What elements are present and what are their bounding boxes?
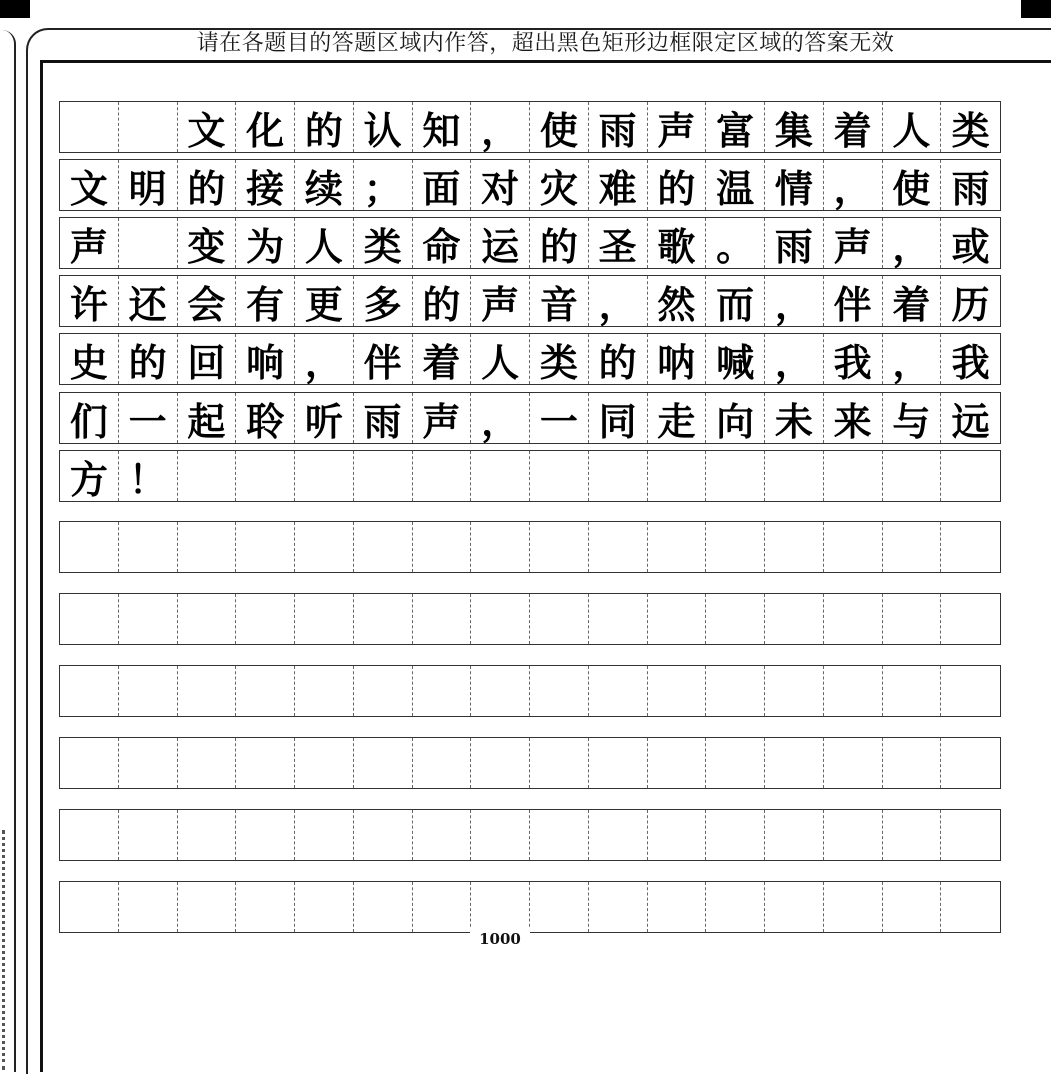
essay-cell (589, 666, 648, 716)
essay-cell: ， (824, 160, 883, 210)
essay-cell: 命 (413, 218, 472, 268)
essay-cell (178, 810, 237, 860)
essay-cell: 。 (706, 218, 765, 268)
essay-cell (413, 810, 472, 860)
essay-cell (295, 594, 354, 644)
essay-cell: 雨 (765, 218, 824, 268)
binding-dotted-line (2, 830, 11, 1070)
essay-cell (530, 522, 589, 572)
essay-cell: 着 (883, 276, 942, 326)
essay-cell (178, 594, 237, 644)
corner-registration-mark (0, 0, 30, 18)
essay-cell (824, 738, 883, 788)
essay-cell: 有 (236, 276, 295, 326)
essay-cell (765, 666, 824, 716)
essay-cell (295, 738, 354, 788)
essay-cell: 然 (648, 276, 707, 326)
essay-cell: ， (883, 218, 942, 268)
essay-cell (178, 522, 237, 572)
essay-cell: 雨 (354, 393, 413, 443)
essay-cell (236, 810, 295, 860)
essay-cell (530, 882, 589, 932)
essay-cell (236, 451, 295, 501)
essay-cell: 雨 (951, 166, 990, 211)
essay-cell (60, 810, 119, 860)
essay-row (59, 392, 1001, 444)
essay-cell: 使 (883, 160, 942, 210)
essay-cell: 许 (60, 276, 119, 326)
essay-cell: 响 (236, 334, 295, 384)
essay-cell: 文 (178, 102, 237, 152)
essay-cell (883, 882, 942, 932)
essay-cell: 文 (60, 160, 119, 210)
essay-cell (60, 522, 119, 572)
essay-cell: 的 (530, 218, 589, 268)
essay-cell (883, 451, 942, 501)
essay-cell: 或 (951, 224, 990, 269)
essay-cell: ！ (119, 451, 178, 501)
essay-cell: 续 (295, 160, 354, 210)
answer-box-top-border (40, 60, 1051, 63)
essay-cell (295, 522, 354, 572)
essay-cell (471, 451, 530, 501)
essay-cell: 向 (706, 393, 765, 443)
essay-cell (413, 451, 472, 501)
essay-cell (471, 666, 530, 716)
essay-cell: 伴 (354, 334, 413, 384)
essay-cell (883, 522, 942, 572)
essay-cell: 着 (413, 334, 472, 384)
essay-cell (119, 522, 178, 572)
essay-cell (178, 882, 237, 932)
essay-cell: 类 (530, 334, 589, 384)
essay-cell (178, 738, 237, 788)
essay-cell: 圣 (589, 218, 648, 268)
essay-cell: 雨 (589, 102, 648, 152)
essay-cell (471, 594, 530, 644)
essay-cell: 变 (178, 218, 237, 268)
essay-cell (236, 666, 295, 716)
essay-cell (413, 738, 472, 788)
essay-cell: 灾 (530, 160, 589, 210)
essay-cell (60, 882, 119, 932)
essay-row (59, 275, 1001, 327)
essay-cell (354, 882, 413, 932)
essay-row (59, 159, 1001, 211)
essay-row (59, 217, 1001, 269)
essay-cell (589, 738, 648, 788)
essay-cell: 声 (648, 102, 707, 152)
essay-cell (119, 810, 178, 860)
essay-cell (706, 522, 765, 572)
essay-cell (765, 522, 824, 572)
essay-cell (236, 882, 295, 932)
essay-cell: 声 (413, 393, 472, 443)
essay-cell (824, 666, 883, 716)
essay-cell (648, 594, 707, 644)
essay-cell (530, 738, 589, 788)
essay-cell (941, 882, 1000, 932)
essay-cell (883, 594, 942, 644)
essay-cell (589, 810, 648, 860)
essay-cell (706, 666, 765, 716)
essay-cell: 歌 (648, 218, 707, 268)
essay-cell (413, 666, 472, 716)
essay-cell (706, 451, 765, 501)
essay-cell (471, 522, 530, 572)
essay-cell: 富 (706, 102, 765, 152)
essay-cell (648, 522, 707, 572)
essay-cell (119, 102, 178, 152)
essay-cell (530, 594, 589, 644)
essay-cell (589, 522, 648, 572)
essay-cell: 起 (178, 393, 237, 443)
essay-cell (471, 738, 530, 788)
essay-cell: 认 (354, 102, 413, 152)
essay-cell (824, 451, 883, 501)
essay-cell: 类 (951, 108, 990, 153)
essay-cell: 与 (883, 393, 942, 443)
essay-cell (413, 522, 472, 572)
essay-cell (765, 810, 824, 860)
essay-cell: 的 (589, 334, 648, 384)
essay-cell: 为 (236, 218, 295, 268)
essay-cell (119, 738, 178, 788)
essay-cell: 同 (589, 393, 648, 443)
essay-cell: 聆 (236, 393, 295, 443)
essay-row (59, 881, 1001, 933)
essay-cell: 声 (471, 276, 530, 326)
essay-cell (648, 738, 707, 788)
essay-cell: 多 (354, 276, 413, 326)
essay-cell (648, 451, 707, 501)
essay-cell: 难 (589, 160, 648, 210)
essay-cell (941, 810, 1000, 860)
essay-cell (295, 810, 354, 860)
essay-cell: 对 (471, 160, 530, 210)
corner-registration-mark (1021, 0, 1051, 18)
essay-cell (941, 666, 1000, 716)
essay-cell (883, 738, 942, 788)
essay-cell (648, 882, 707, 932)
essay-cell: 一 (119, 393, 178, 443)
essay-cell: 更 (295, 276, 354, 326)
essay-cell: 的 (413, 276, 472, 326)
essay-cell: 的 (648, 160, 707, 210)
essay-cell: 们 (60, 393, 119, 443)
essay-cell: 还 (119, 276, 178, 326)
essay-cell: 运 (471, 218, 530, 268)
essay-row (59, 450, 1001, 502)
essay-cell (589, 594, 648, 644)
essay-cell: 着 (824, 102, 883, 152)
essay-cell: 的 (295, 102, 354, 152)
essay-row (59, 333, 1001, 385)
essay-cell (295, 882, 354, 932)
essay-cell: 化 (236, 102, 295, 152)
essay-cell: 会 (178, 276, 237, 326)
essay-cell: ， (295, 334, 354, 384)
essay-cell (765, 594, 824, 644)
essay-cell (354, 522, 413, 572)
essay-row (59, 665, 1001, 717)
essay-cell (60, 594, 119, 644)
essay-cell: 情 (765, 160, 824, 210)
essay-cell (941, 451, 1000, 501)
essay-cell (941, 738, 1000, 788)
essay-cell (119, 882, 178, 932)
essay-cell: 类 (354, 218, 413, 268)
essay-cell: 集 (765, 102, 824, 152)
essay-cell: 知 (413, 102, 472, 152)
essay-cell (354, 594, 413, 644)
essay-cell: ， (883, 334, 942, 384)
essay-cell: ， (765, 276, 824, 326)
essay-cell (119, 666, 178, 716)
essay-cell: 历 (951, 282, 990, 327)
essay-cell (354, 666, 413, 716)
essay-cell (236, 522, 295, 572)
answer-area-notice: 请在各题目的答题区域内作答，超出黑色矩形边框限定区域的答案无效 (196, 31, 895, 56)
answer-box-left-border (40, 60, 43, 1072)
essay-cell: 我 (824, 334, 883, 384)
essay-row (59, 521, 1001, 573)
essay-cell (824, 810, 883, 860)
essay-row (59, 101, 1001, 153)
essay-cell (765, 738, 824, 788)
essay-cell: 来 (824, 393, 883, 443)
essay-cell (471, 882, 530, 932)
essay-cell: 的 (119, 334, 178, 384)
essay-cell: 音 (530, 276, 589, 326)
essay-cell (589, 882, 648, 932)
essay-cell: 未 (765, 393, 824, 443)
essay-cell (824, 594, 883, 644)
essay-cell (589, 451, 648, 501)
essay-cell (765, 882, 824, 932)
essay-cell (354, 810, 413, 860)
essay-cell (530, 810, 589, 860)
essay-cell (236, 738, 295, 788)
essay-cell: 走 (648, 393, 707, 443)
essay-cell (60, 666, 119, 716)
essay-cell (60, 738, 119, 788)
essay-cell: ， (765, 334, 824, 384)
essay-cell: 呐 (648, 334, 707, 384)
essay-cell: 回 (178, 334, 237, 384)
essay-cell (413, 594, 472, 644)
essay-cell: 一 (530, 393, 589, 443)
essay-cell: 而 (706, 276, 765, 326)
essay-cell (883, 666, 942, 716)
essay-cell (60, 102, 119, 152)
essay-cell (824, 522, 883, 572)
essay-cell: 人 (883, 102, 942, 152)
essay-cell (648, 810, 707, 860)
essay-cell: 的 (178, 160, 237, 210)
essay-cell: 远 (951, 399, 990, 444)
essay-cell: 我 (951, 340, 990, 385)
essay-cell: 人 (471, 334, 530, 384)
essay-cell: 声 (824, 218, 883, 268)
essay-row (59, 737, 1001, 789)
word-count-mark: 1000 (470, 928, 530, 950)
essay-cell (178, 666, 237, 716)
essay-cell (941, 522, 1000, 572)
essay-cell: 人 (295, 218, 354, 268)
essay-cell: 面 (413, 160, 472, 210)
essay-cell (706, 810, 765, 860)
essay-cell (295, 666, 354, 716)
essay-cell: 史 (60, 334, 119, 384)
essay-row (59, 809, 1001, 861)
essay-cell: ， (471, 102, 530, 152)
essay-cell (354, 451, 413, 501)
essay-cell (824, 882, 883, 932)
essay-cell (648, 666, 707, 716)
essay-cell: ， (589, 276, 648, 326)
essay-cell: 明 (119, 160, 178, 210)
essay-cell: 听 (295, 393, 354, 443)
essay-cell (530, 451, 589, 501)
essay-cell: 使 (530, 102, 589, 152)
essay-cell (706, 882, 765, 932)
essay-cell: 接 (236, 160, 295, 210)
essay-cell (471, 810, 530, 860)
essay-cell (178, 451, 237, 501)
essay-cell: ， (471, 393, 530, 443)
essay-cell (295, 451, 354, 501)
essay-cell (706, 594, 765, 644)
essay-cell (765, 451, 824, 501)
essay-cell: 喊 (706, 334, 765, 384)
essay-cell (941, 594, 1000, 644)
essay-cell (119, 594, 178, 644)
essay-cell: 温 (706, 160, 765, 210)
essay-cell (119, 218, 178, 268)
essay-cell (530, 666, 589, 716)
essay-cell: 声 (60, 218, 119, 268)
essay-cell (883, 810, 942, 860)
essay-cell (354, 738, 413, 788)
essay-cell: ； (354, 160, 413, 210)
essay-cell (236, 594, 295, 644)
essay-cell: 方 (60, 451, 119, 501)
essay-row (59, 593, 1001, 645)
essay-cell (706, 738, 765, 788)
essay-cell: 伴 (824, 276, 883, 326)
essay-cell (413, 882, 472, 932)
